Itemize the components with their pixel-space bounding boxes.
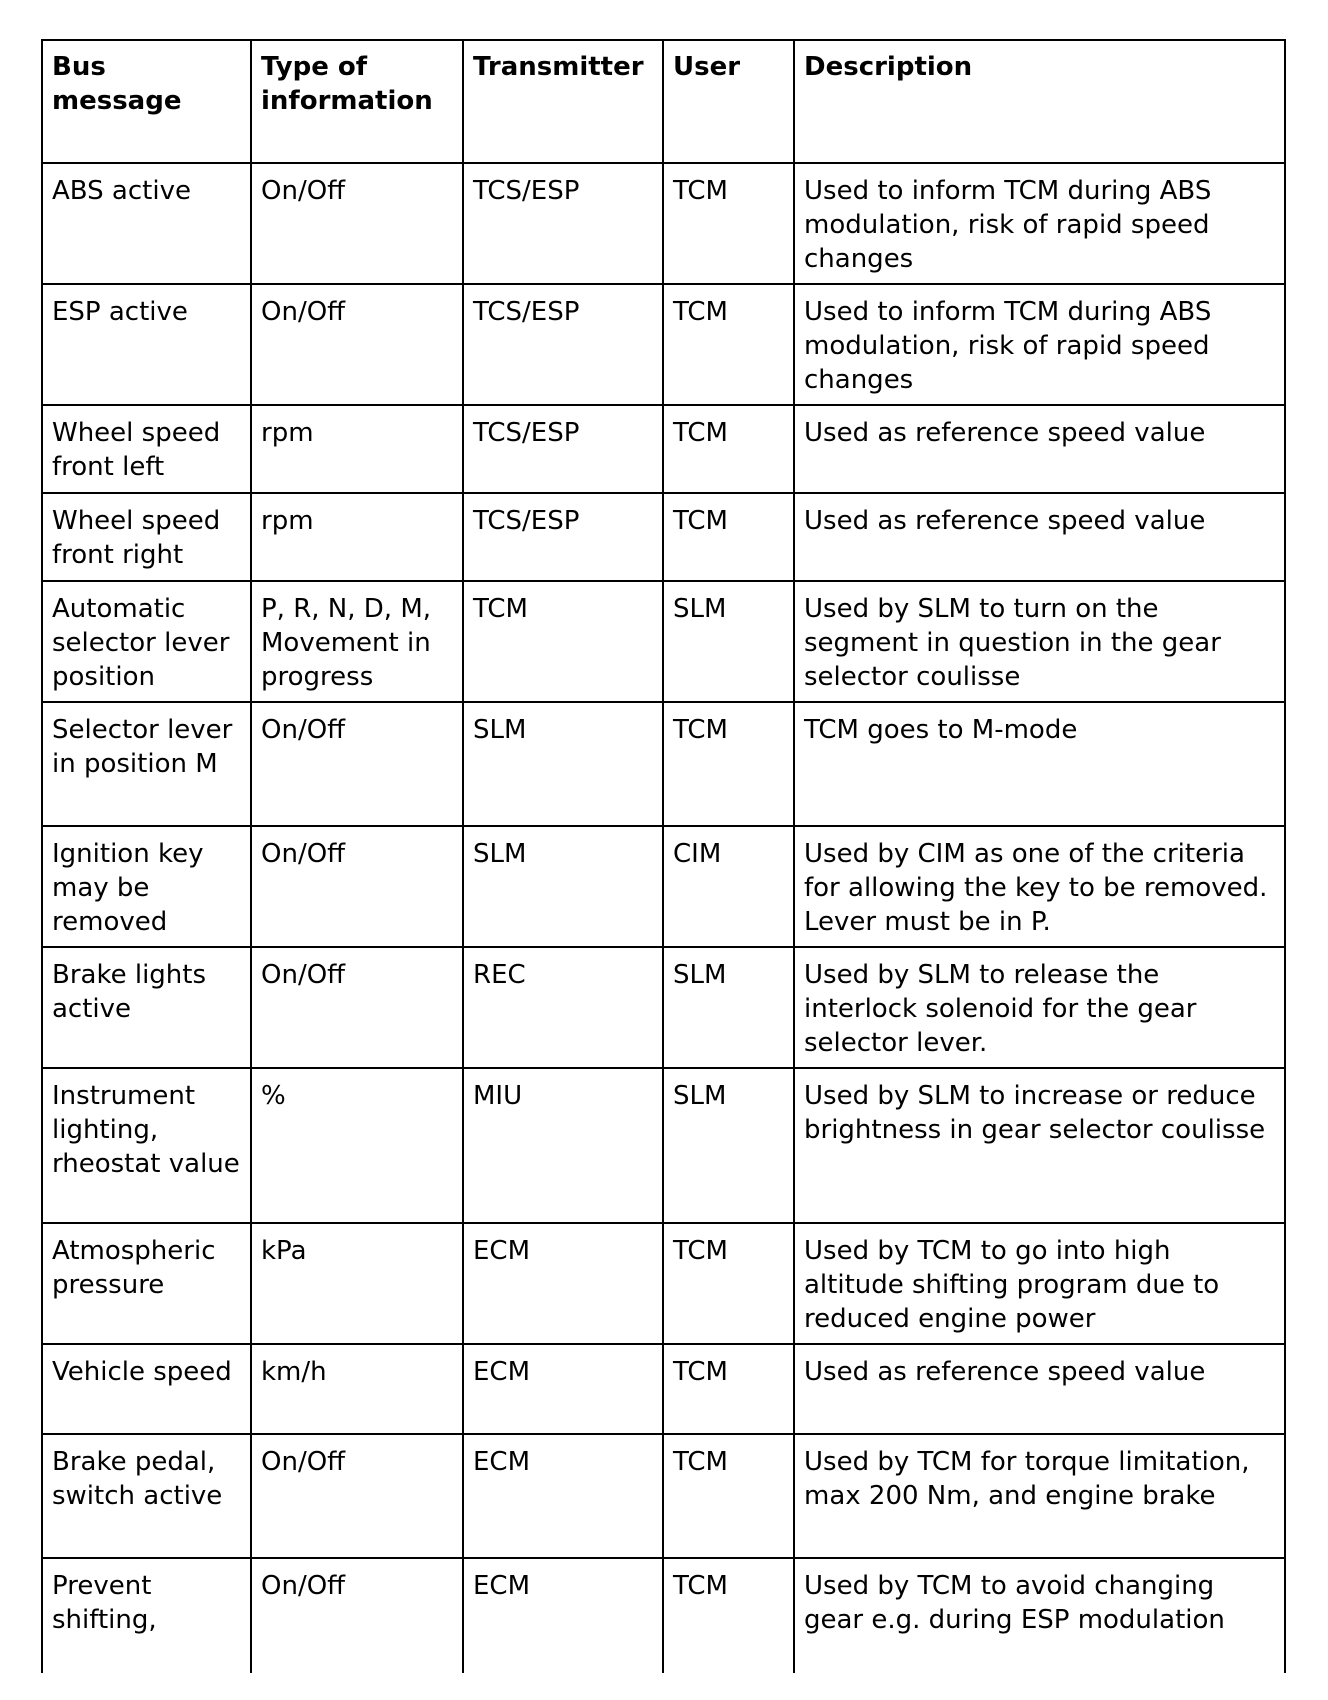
cell-transmitter: TCM <box>463 581 663 702</box>
cell-bus-message: Prevent shifting, <box>42 1558 251 1673</box>
cell-bus-message: Atmospheric pressure <box>42 1223 251 1344</box>
cell-bus-message: ESP active <box>42 284 251 405</box>
table-row <box>42 405 1285 493</box>
cell-description: Used by TCM to go into high altitude shifting program due to reduced engine power <box>794 1223 1285 1344</box>
cell-description: Used by SLM to turn on the segment in question in the gear selector coulisse <box>794 581 1285 702</box>
table-row <box>42 284 1285 405</box>
bus-message-table <box>41 39 1286 1673</box>
cell-user: TCM <box>663 163 794 284</box>
cell-description: Used by TCM to avoid changing gear e.g. during ESP modulation <box>794 1558 1285 1673</box>
cell-user: TCM <box>663 493 794 581</box>
table-row <box>42 947 1285 1068</box>
cell-user: SLM <box>663 581 794 702</box>
cell-transmitter: TCS/ESP <box>463 405 663 493</box>
header-row <box>42 40 1285 163</box>
cell-type: rpm <box>251 405 463 493</box>
table-row <box>42 493 1285 581</box>
cell-transmitter: ECM <box>463 1344 663 1434</box>
cell-user: TCM <box>663 1558 794 1673</box>
cell-description: TCM goes to M-mode <box>794 702 1285 826</box>
cell-description: Used by CIM as one of the criteria for allowing the key to be removed. Lever must be in P. <box>794 826 1285 947</box>
cell-description: Used by SLM to release the interlock solenoid for the gear selector lever. <box>794 947 1285 1068</box>
cell-bus-message: Brake pedal, switch active <box>42 1434 251 1558</box>
cell-user: SLM <box>663 947 794 1068</box>
cell-user: CIM <box>663 826 794 947</box>
cell-description: Used as reference speed value <box>794 493 1285 581</box>
cell-bus-message: Brake lights active <box>42 947 251 1068</box>
cell-user: TCM <box>663 284 794 405</box>
cell-type: km/h <box>251 1344 463 1434</box>
cell-transmitter: REC <box>463 947 663 1068</box>
table-row <box>42 1223 1285 1344</box>
cell-transmitter: ECM <box>463 1223 663 1344</box>
table-row <box>42 163 1285 284</box>
cell-user: TCM <box>663 1223 794 1344</box>
cell-bus-message: Instrument lighting, rheostat value <box>42 1068 251 1223</box>
cell-type: On/Off <box>251 1434 463 1558</box>
cell-user: TCM <box>663 405 794 493</box>
cell-description: Used by TCM for torque limitation, max 200 Nm, and engine brake <box>794 1434 1285 1558</box>
cell-type: On/Off <box>251 284 463 405</box>
cell-transmitter: ECM <box>463 1434 663 1558</box>
cell-type: P, R, N, D, M, Movement in progress <box>251 581 463 702</box>
cell-transmitter: MIU <box>463 1068 663 1223</box>
cell-description: Used as reference speed value <box>794 405 1285 493</box>
header-user: User <box>663 40 794 163</box>
cell-bus-message: Wheel speed front right <box>42 493 251 581</box>
cell-bus-message: Selector lever in position M <box>42 702 251 826</box>
cell-transmitter: SLM <box>463 826 663 947</box>
cell-description: Used by SLM to increase or reduce brightness in gear selector coulisse <box>794 1068 1285 1223</box>
cell-description: Used to inform TCM during ABS modulation, risk of rapid speed changes <box>794 163 1285 284</box>
header-type-of-information: Type of information <box>251 40 463 163</box>
cell-user: TCM <box>663 1344 794 1434</box>
cell-bus-message: Automatic selector lever position <box>42 581 251 702</box>
cell-type: On/Off <box>251 702 463 826</box>
table-row <box>42 826 1285 947</box>
cell-type: On/Off <box>251 163 463 284</box>
header-bus-message: Bus message <box>42 40 251 163</box>
header-transmitter: Transmitter <box>463 40 663 163</box>
table-row <box>42 1344 1285 1434</box>
table-row <box>42 1558 1285 1673</box>
cell-description: Used as reference speed value <box>794 1344 1285 1434</box>
table-row <box>42 1434 1285 1558</box>
cell-transmitter: TCS/ESP <box>463 493 663 581</box>
table-row <box>42 581 1285 702</box>
cell-description: Used to inform TCM during ABS modulation, risk of rapid speed changes <box>794 284 1285 405</box>
cell-bus-message: ABS active <box>42 163 251 284</box>
table-row <box>42 702 1285 826</box>
cell-transmitter: TCS/ESP <box>463 284 663 405</box>
cell-user: TCM <box>663 1434 794 1558</box>
cell-user: TCM <box>663 702 794 826</box>
cell-bus-message: Vehicle speed <box>42 1344 251 1434</box>
cell-bus-message: Ignition key may be removed <box>42 826 251 947</box>
cell-transmitter: TCS/ESP <box>463 163 663 284</box>
cell-type: rpm <box>251 493 463 581</box>
cell-type: On/Off <box>251 1558 463 1673</box>
cell-user: SLM <box>663 1068 794 1223</box>
header-description: Description <box>794 40 1285 163</box>
cell-type: On/Off <box>251 947 463 1068</box>
cell-transmitter: ECM <box>463 1558 663 1673</box>
cell-type: kPa <box>251 1223 463 1344</box>
cell-type: % <box>251 1068 463 1223</box>
table-row <box>42 1068 1285 1223</box>
cell-type: On/Off <box>251 826 463 947</box>
cell-transmitter: SLM <box>463 702 663 826</box>
cell-bus-message: Wheel speed front left <box>42 405 251 493</box>
